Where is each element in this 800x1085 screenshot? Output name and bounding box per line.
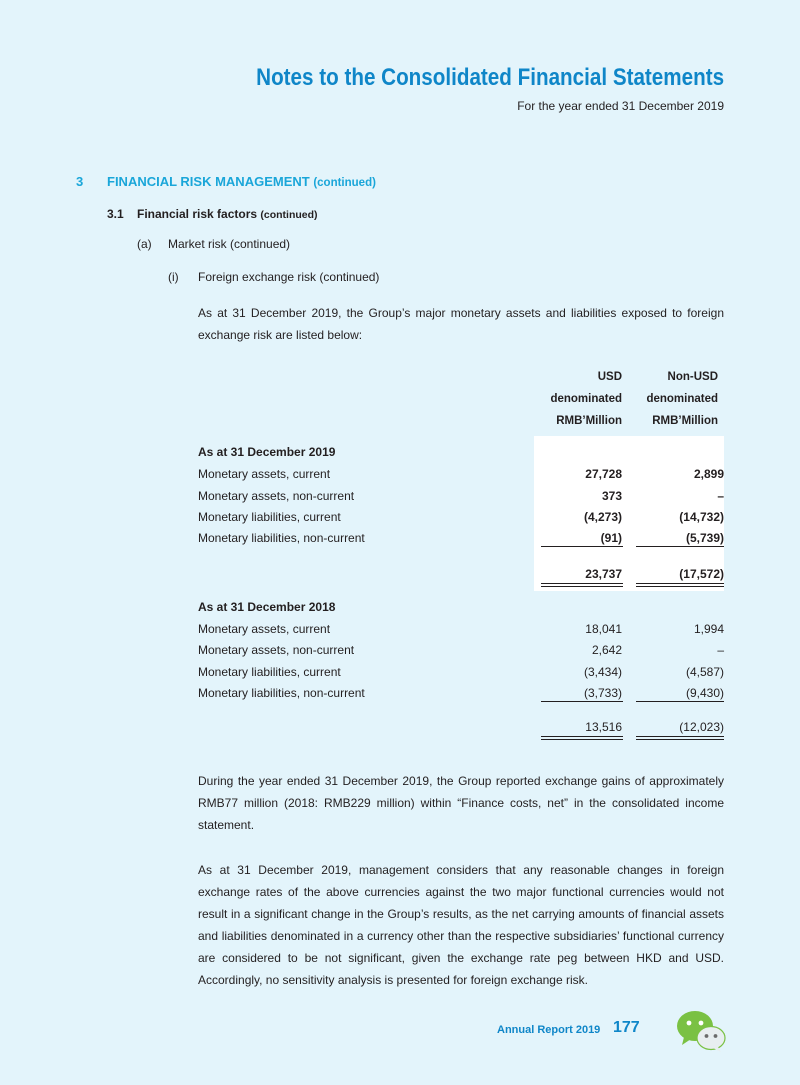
subsection-number: 3.1 <box>107 207 124 221</box>
subtotal-rule <box>541 546 623 547</box>
column-header-line: RMB’Million <box>556 415 622 427</box>
total-usd-2018: 13,516 <box>585 720 622 734</box>
total-double-rule <box>541 739 623 740</box>
table-cell-usd: (4,273) <box>583 510 622 524</box>
table-row-label: Monetary assets, current <box>198 622 331 636</box>
table-row-label: Monetary liabilities, non-current <box>198 531 365 545</box>
table-row-label: Monetary liabilities, non-current <box>198 686 365 700</box>
table-cell-non-usd: – <box>717 489 724 503</box>
total-double-rule <box>636 736 724 737</box>
table-cell-non-usd: 2,899 <box>693 467 724 481</box>
subsection-title-text: Financial risk factors <box>137 207 258 221</box>
page-header-title: Notes to the Consolidated Financial Statements <box>256 64 724 91</box>
exchange-gains-paragraph: During the year ended 31 December 2019, the Group reported exchange gains of approximately RMB77 million (2018: RMB229 million) within “Finance costs, net” in the consolidated income statement. <box>198 774 724 832</box>
wechat-logo-icon <box>676 1009 726 1053</box>
table-cell-non-usd: (5,739) <box>685 531 724 545</box>
column-header-line: denominated <box>550 393 622 405</box>
subtotal-rule <box>636 546 724 547</box>
table-cell-non-usd: 1,994 <box>693 622 724 636</box>
table-cell-usd: (91) <box>600 531 622 545</box>
table-cell-usd: 27,728 <box>585 467 622 481</box>
page-header-subtitle: For the year ended 31 December 2019 <box>517 99 724 113</box>
section-title-text: FINANCIAL RISK MANAGEMENT <box>107 174 310 189</box>
total-non-usd-2018: (12,023) <box>679 720 724 734</box>
table-row-label: Monetary assets, non-current <box>198 489 355 503</box>
table-cell-usd: 18,041 <box>585 622 622 636</box>
item-i-title: Foreign exchange risk (continued) <box>198 270 380 284</box>
column-header-non-usd <box>622 366 718 432</box>
table-row-label: Monetary liabilities, current <box>198 665 341 679</box>
subtotal-rule <box>636 701 724 702</box>
total-double-rule <box>636 739 724 740</box>
sensitivity-paragraph: As at 31 December 2019, management considers that any reasonable changes in foreign exchange rates of the above currencies against the two major functional currencies would not result in a significant change in the Group’s results, as the net carrying amounts of financial assets and liabilities denominated in a currency other than the respective subsidiaries’ functional currency are considered to be not significant, given the exchange rate peg between HKD and USD. Accordingly, no sensitivity analysis is presented for foreign exchange risk. <box>198 863 724 987</box>
total-double-rule <box>636 583 724 584</box>
table-row-label: Monetary assets, current <box>198 467 331 481</box>
table-cell-usd: 2,642 <box>591 643 622 657</box>
item-a-number: (a) <box>137 237 152 251</box>
column-header-line: USD <box>597 371 622 383</box>
table-cell-usd: (3,733) <box>583 686 622 700</box>
table-cell-non-usd: (9,430) <box>685 686 724 700</box>
total-double-rule <box>636 586 724 587</box>
section-continued: (continued) <box>313 177 376 189</box>
footer-report-label: Annual Report 2019 <box>497 1024 601 1036</box>
page-number: 177 <box>613 1019 640 1036</box>
table-row-label: Monetary liabilities, current <box>198 510 341 524</box>
section-title <box>107 174 376 189</box>
table-cell-usd: 373 <box>601 489 622 503</box>
total-double-rule <box>541 583 623 584</box>
table-cell-non-usd: – <box>717 643 724 657</box>
column-header-line: denominated <box>646 393 718 405</box>
total-non-usd-2019: (17,572) <box>679 567 724 581</box>
total-usd-2019: 23,737 <box>585 567 622 581</box>
column-header-line: RMB’Million <box>652 415 718 427</box>
subtotal-rule <box>541 701 623 702</box>
group-heading-2018: As at 31 December 2018 <box>198 600 336 614</box>
total-double-rule <box>541 586 623 587</box>
section-number: 3 <box>76 174 84 189</box>
intro-paragraph: As at 31 December 2019, the Group’s major monetary assets and liabilities exposed to foreign exchange risk are listed below: <box>198 306 724 342</box>
table-cell-non-usd: (14,732) <box>679 510 724 524</box>
column-header-line: Non-USD <box>667 371 718 383</box>
table-cell-usd: (3,434) <box>583 665 622 679</box>
subsection-title <box>137 207 318 221</box>
item-a-title: Market risk (continued) <box>168 237 291 251</box>
column-header-usd <box>526 366 622 432</box>
group-heading-2019: As at 31 December 2019 <box>198 445 336 459</box>
total-double-rule <box>541 736 623 737</box>
table-cell-non-usd: (4,587) <box>685 665 724 679</box>
item-i-number: (i) <box>168 270 179 284</box>
subsection-continued: (continued) <box>260 209 318 221</box>
table-row-label: Monetary assets, non-current <box>198 643 355 657</box>
